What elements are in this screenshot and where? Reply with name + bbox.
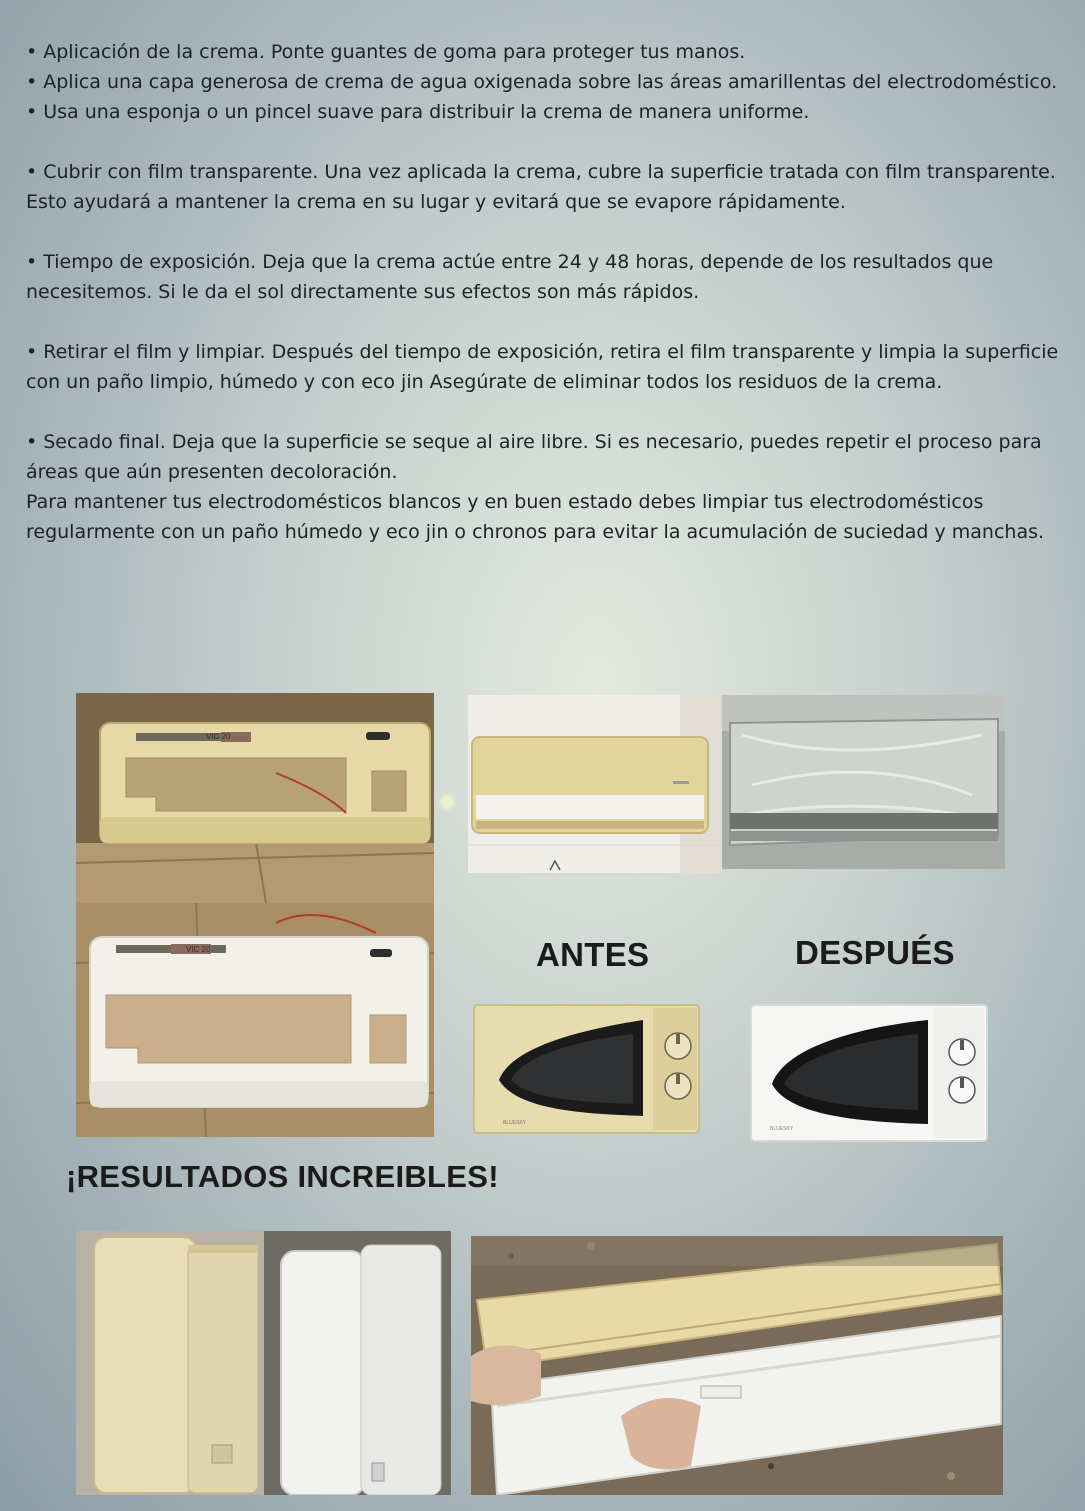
ac-before-photo: [468, 695, 722, 873]
vic20-after-photo: [76, 903, 434, 1137]
step-remove-film: • Retirar el film y limpiar. Después del tiempo de exposición, retira el film transparente y limpia la superficie con un paño limpio, húmedo y con eco jin Asegúrate de eliminar todos los residuos de la crema.: [26, 341, 1059, 393]
microwave-after-photo: [750, 1004, 988, 1142]
instructions-text: [26, 37, 1061, 547]
microwave-before-photo: [473, 1004, 700, 1134]
intercom-before-after-photo: [76, 1231, 451, 1495]
glow-dot: [441, 796, 453, 808]
results-headline: ¡RESULTADOS INCREIBLES!: [66, 1159, 499, 1194]
step-spread-cream: • Usa una esponja o un pincel suave para distribuir la crema de manera uniforme.: [26, 101, 810, 123]
after-label: DESPUÉS: [795, 934, 955, 971]
microwave-brand-text: BLUESKY: [503, 1120, 527, 1126]
ac-wrapped-photo: [722, 695, 1005, 869]
step-cover-film: • Cubrir con film transparente. Una vez aplicada la crema, cubre la superficie tratada con film transparente. Esto ayudará a mantener la crema en su lugar y evitará que se evapore rápidamente.: [26, 161, 1056, 213]
dispenser-before-after-photo: [471, 1236, 1003, 1495]
step-apply-cream: • Aplica una capa generosa de crema de agua oxigenada sobre las áreas amarillentas del electrodoméstico.: [26, 71, 1058, 93]
before-label: ANTES: [536, 936, 650, 973]
vic20-after-badge-text: VIC 20: [186, 945, 211, 954]
step-apply-gloves: • Aplicación de la crema. Ponte guantes de goma para proteger tus manos.: [26, 41, 746, 63]
vic20-before-photo: [76, 693, 434, 903]
microwave-after-brand-text: BLUESKY: [770, 1126, 794, 1132]
vic20-badge-text: VIC 20: [206, 732, 231, 741]
step-exposure-time: • Tiempo de exposición. Deja que la crema actúe entre 24 y 48 horas, depende de los resultados que necesitemos. Si le da el sol directamente sus efectos son más rápidos.: [26, 251, 994, 303]
step-final-drying: • Secado final. Deja que la superficie se seque al aire libre. Si es necesario, puedes repetir el proceso para áreas que aún presenten decoloración.: [26, 431, 1042, 483]
maintenance-tip: Para mantener tus electrodomésticos blancos y en buen estado debes limpiar tus electrodomésticos regularmente con un paño húmedo y eco jin o chronos para evitar la acumulación de suciedad y manchas.: [26, 491, 1045, 543]
